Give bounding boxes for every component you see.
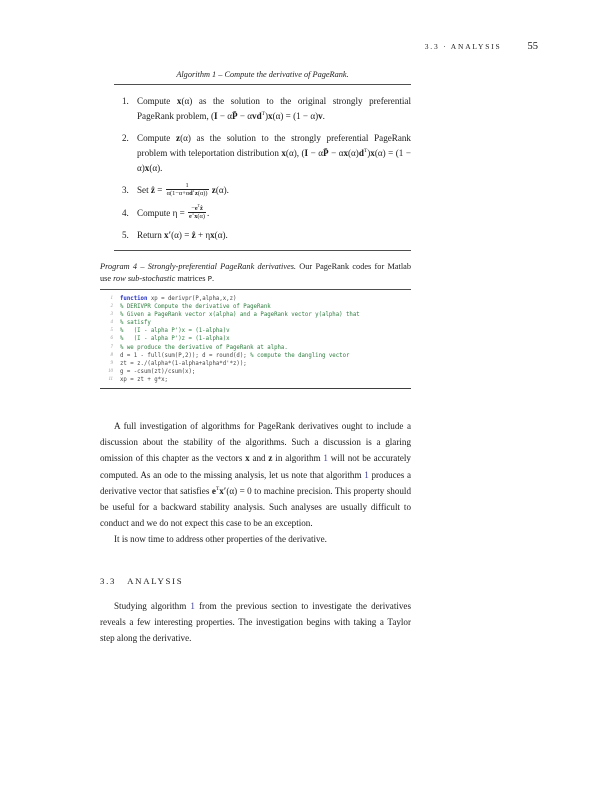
code-line-number: 6 [110, 336, 113, 342]
program-listing [100, 261, 411, 389]
program-caption: Program 4 – Strongly-preferential PageRank derivatives. Our PageRank codes for Matlab use row sub-stochastic matrices P. [100, 262, 411, 283]
algorithm-caption: Algorithm 1 – Compute the derivative of PageRank. [176, 70, 349, 79]
code-line [100, 368, 411, 376]
code-line-text: % DERIVPR Compute the derivative of PageRank [120, 304, 271, 311]
code-line-number: 5 [110, 328, 113, 334]
step-text: Compute x(α) as the solution to the original strongly preferential PageRank problem, (I − αP̄ − αvd$^T$)x(α) = (1 − α)v. [137, 96, 411, 121]
code-line-text: function xp = derivpr(P,alpha,x,z) [120, 296, 237, 302]
algorithm-step [114, 203, 411, 222]
code-line-number: 9 [110, 360, 113, 366]
body-paragraphs-2 [100, 598, 411, 647]
algorithm-step [114, 131, 411, 176]
code-line-number: 2 [110, 304, 113, 310]
step-number: 5. [122, 230, 129, 241]
section-title: ANALYSIS [127, 576, 184, 586]
code-line [100, 303, 411, 311]
algorithm-rule-bottom [114, 250, 411, 251]
algorithm-step [114, 228, 411, 243]
code-line [100, 360, 411, 368]
code-line-number: 7 [110, 344, 113, 350]
code-line-text: zt = z./(alpha*(1-alpha+alpha*d'*z)); [120, 360, 247, 367]
fraction: $\frac{-e^Tẑ}{e^Tx(\alpha)}$ [189, 203, 205, 221]
code-line [100, 311, 411, 319]
code-line-number: 11 [108, 376, 113, 382]
step-number: 4. [122, 207, 129, 218]
code-line [100, 327, 411, 335]
algorithm-ref-link[interactable]: 1 [190, 601, 195, 611]
algorithm-ref-link[interactable]: 1 [364, 469, 369, 480]
algorithm-step [114, 94, 411, 124]
code-line [100, 319, 411, 327]
step-text: Compute z(α) as the solution to the strongly preferential PageRank problem with teleportation distribution x(α), (I − αP̄ − $\alpha x(\alpha)d^T)x(\alpha) = (1 - \alpha)x(\alpha)$. [137, 133, 411, 173]
step-text: Set ẑ = $\frac{1}{\alpha(1-\alpha+\alpha d^Tz(\alpha))}$ z(α). [137, 182, 229, 198]
code-line-number: 10 [108, 368, 113, 374]
running-head-section-label: 3.3 · ANALYSIS [424, 42, 502, 51]
code-line-text: % we produce the derivative of PageRank at alpha. [120, 344, 288, 351]
step-number: 3. [122, 185, 129, 195]
code-line [100, 376, 411, 384]
code-line-number: 4 [110, 320, 113, 326]
code-line-number: 1 [110, 296, 113, 301]
step-text: Return x′(α) = ẑ + ηx(α). [137, 230, 228, 241]
algorithm-box [114, 70, 411, 251]
step-number: 1. [122, 96, 129, 106]
page-number: 55 [527, 41, 538, 52]
code-line [100, 352, 411, 360]
body-paragraphs [100, 418, 411, 548]
algorithm-steps [114, 94, 411, 243]
step-number: 2. [122, 133, 129, 143]
code-line [100, 295, 411, 303]
code-line [100, 335, 411, 343]
code-line [100, 344, 411, 352]
code-line-text: % satisfy [120, 320, 151, 327]
algorithm-rule-top [114, 84, 411, 85]
algorithm-ref-link[interactable]: 1 [323, 453, 328, 464]
section-heading [100, 576, 183, 586]
code-line-text: % (I - alpha P')z = (1-alpha)x [120, 336, 230, 343]
paragraph: Studying algorithm 1 from the previous section to investigate the derivatives reveals a few interesting properties. The investigation begins with taking a Taylor step along the derivative. [100, 601, 411, 644]
step-text: Compute η = $\frac{-e^Tẑ}{e^Tx(\alpha)}$ . [137, 203, 210, 221]
code-block [100, 290, 411, 388]
code-line-text: d = 1 - full(sum(P,2)); d = round(d); % compute the dangling vector [120, 352, 350, 359]
code-line-text: % Given a PageRank vector x(alpha) and a PageRank vector y(alpha) that [120, 312, 360, 319]
section-number: 3.3 [100, 576, 117, 586]
fraction: $\frac{1}{\alpha(1-\alpha+\alpha d^Tz(\alpha))}$ [166, 182, 208, 198]
code-line-number: 8 [110, 352, 113, 358]
algorithm-step [114, 183, 411, 199]
code-line-text: xp = zt + g*x; [120, 376, 168, 383]
code-line-text: % (I - alpha P')x = (1-alpha)v [120, 328, 230, 335]
paragraph: A full investigation of algorithms for PageRank derivatives ought to include a discussion about the stability of the algorithms. Such a discussion is a glaring omission of this chapter as the vectors x and z in algorithm 1 will not be accurately computed. As an ode to the missing analysis, let us note that algorithm 1 produces a derivative vector that satisfies $e^Tx'(\alpha) = 0$ to machine precision. This property should be useful for a backward stability analysis. Such analyses are usually difficult to conduct and we do not expect this case to be an exception. [100, 421, 411, 529]
code-line-text: g = -csum(zt)/csum(x); [120, 368, 196, 375]
paragraph: It is now time to address other properties of the derivative. [114, 534, 327, 545]
running-head [425, 41, 538, 52]
code-line-number: 3 [110, 312, 113, 318]
program-rule-bottom [100, 388, 411, 389]
